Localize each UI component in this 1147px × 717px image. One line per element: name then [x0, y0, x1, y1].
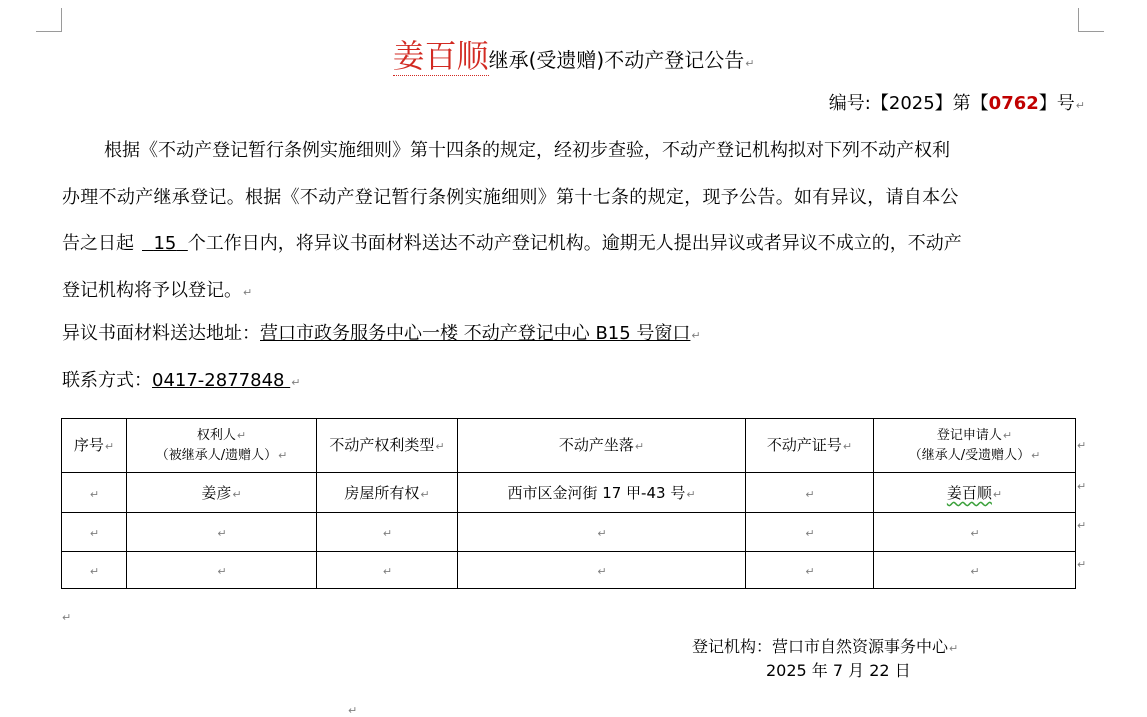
- cell-empty: ↵: [127, 513, 317, 552]
- cell-empty: ↵: [62, 513, 127, 552]
- contact-phone: 0417-2877848: [152, 370, 285, 391]
- table-row: [62, 513, 1076, 552]
- page-corner-mark: [1078, 8, 1079, 32]
- cell-empty: ↵: [317, 552, 458, 589]
- header-seq: 序号↵: [62, 419, 127, 473]
- cell-empty: ↵: [874, 552, 1076, 589]
- objection-address: [62, 322, 1080, 348]
- table-header-row: [62, 419, 1076, 473]
- header-location: 不动产坐落↵: [458, 419, 746, 473]
- row-end-mark: ↵: [1077, 439, 1087, 452]
- body-line: [62, 186, 1080, 210]
- paragraph-mark: ↵: [243, 286, 253, 299]
- contact-info: [62, 369, 1080, 395]
- cell-holder: 姜彦↵: [127, 473, 317, 513]
- table-row: [62, 552, 1076, 589]
- header-applicant: 登记申请人↵ （继承人/受遗赠人）↵: [874, 419, 1076, 473]
- notice-number-suffix: 】号: [1038, 93, 1075, 114]
- cell-empty: ↵: [127, 552, 317, 589]
- body-line-1: 根据《不动产登记暂行条例实施细则》第十四条的规定，经初步查验，不动产登记机构拟对下列不动产权利: [104, 140, 950, 161]
- header-holder: 权利人↵ （被继承人/遗赠人）↵: [127, 419, 317, 473]
- body-line-3a: 告之日起: [62, 233, 134, 254]
- header-cert: 不动产证号↵: [746, 419, 874, 473]
- cell-cert: ↵: [746, 473, 874, 513]
- row-end-mark: ↵: [1077, 558, 1087, 571]
- registration-table: [61, 418, 1076, 589]
- page-corner-mark: [1078, 31, 1104, 32]
- notice-number-prefix: 编号:【2025】第【: [828, 93, 989, 114]
- paragraph-mark: ↵: [62, 611, 72, 624]
- header-right-type: 不动产权利类型↵: [317, 419, 458, 473]
- paragraph-mark: ↵: [691, 329, 701, 342]
- cell-empty: ↵: [458, 552, 746, 589]
- body-line-4: 登记机构将予以登记。: [62, 280, 242, 301]
- cell-empty: ↵: [746, 513, 874, 552]
- cell-empty: ↵: [458, 513, 746, 552]
- paragraph-mark: ↵: [1075, 99, 1085, 112]
- notice-date: 2025 年 7 月 22 日: [766, 661, 911, 680]
- row-end-mark: ↵: [1077, 480, 1087, 493]
- address-value: 营口市政务服务中心一楼 不动产登记中心 B15 号窗口: [260, 323, 691, 344]
- cell-empty: ↵: [874, 513, 1076, 552]
- cell-seq: ↵: [62, 473, 127, 513]
- contact-label: 联系方式：: [62, 370, 152, 391]
- row-end-mark: ↵: [1077, 519, 1087, 532]
- registration-org: 登记机构：营口市自然资源事务中心↵: [692, 637, 959, 656]
- title-suffix: 继承(受遗赠)不动产登记公告: [488, 48, 745, 72]
- cell-right-type: 房屋所有权↵: [317, 473, 458, 513]
- notice-number-value: 0762: [988, 93, 1039, 114]
- body-line: [62, 279, 1080, 305]
- cell-location: 西市区金河街 17 甲-43 号↵: [458, 473, 746, 513]
- paragraph-mark: ↵: [745, 57, 755, 70]
- body-line: [62, 232, 1080, 256]
- page-corner-mark: [61, 8, 62, 32]
- table-row: [62, 473, 1076, 513]
- page-corner-mark: [36, 31, 62, 32]
- address-label: 异议书面材料送达地址：: [62, 323, 260, 344]
- cell-empty: ↵: [746, 552, 874, 589]
- notice-number: [829, 92, 1085, 118]
- cell-empty: ↵: [317, 513, 458, 552]
- cell-empty: ↵: [62, 552, 127, 589]
- body-line-2: 办理不动产继承登记。根据《不动产登记暂行条例实施细则》第十七条的规定，现予公告。如有异议，请自本公: [62, 187, 959, 208]
- days-value: 15: [153, 233, 177, 254]
- page-title: [0, 36, 1147, 84]
- body-line: [62, 139, 1080, 163]
- body-line-3b: 个工作日内，将异议书面材料送达不动产登记机构。逾期无人提出异议或者异议不成立的，不动产: [187, 233, 962, 254]
- paragraph-mark: ↵: [291, 376, 301, 389]
- title-name: 姜百顺: [392, 37, 489, 75]
- cell-applicant: 姜百顺↵: [874, 473, 1076, 513]
- paragraph-mark: ↵: [348, 704, 358, 717]
